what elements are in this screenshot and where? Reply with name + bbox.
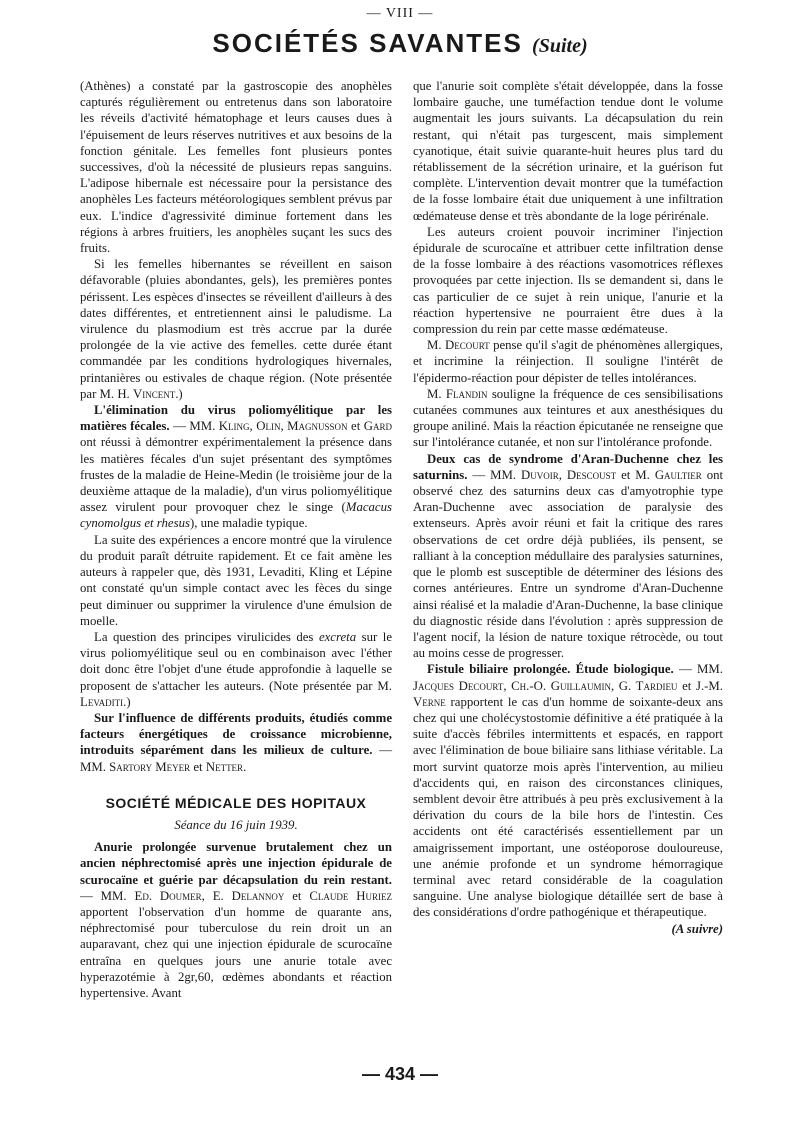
author-name: Decourt [444, 338, 490, 353]
paragraph [80, 256, 392, 402]
author-names: Kling, Olin, Magnusson [218, 419, 348, 434]
article-title: L'élimination du virus poliomyélitique par les matières fécales. [80, 403, 392, 434]
paragraph: que l'anurie soit complète s'était développée, dans la fosse lombaire gauche, une tuméfaction tendue dont le volume augmentait les jours suivants. La décapsulation du rein restant, qui n'était pas turgescent, mais simplement cyanotique, était suivie quarante-huit heures plus tard du rétablissement de la sécrétion urinaire, et la guérison fut complète. L'intervention devait montrer que la tuméfaction de la fosse lombaire était due uniquement à une infiltration œdémateuse dense et très abondante de la loge périrénale. [413, 79, 723, 223]
author-name: Netter. [205, 759, 247, 774]
page-title [0, 28, 800, 59]
author-name: Levaditi.) [80, 694, 131, 709]
conjunction: et [292, 888, 302, 903]
paragraph-text: ), une maladie typique. [189, 516, 308, 531]
author-name: Gaultier [654, 467, 702, 482]
paragraph-text: apportent l'observation d'un homme de quarante ans, néphrectomisé pour tuberculose du rein droit un an auparavant, chez qui une injection épidurale de scurocaïne entraîna en quelques jours une anurie totale avec hyperazotémie à 2gr,60, œdèmes abondants et réaction hypertensive. Avant [80, 904, 392, 1000]
author-name: Flandin [445, 386, 488, 401]
conjunction: et [351, 419, 361, 434]
page-title-suite: (Suite) [532, 35, 588, 57]
paragraph-text: Si les femelles hibernantes se réveillent en saison défavorable (pluies abondantes, gels), les premières pontes périssent. Les espèces d'insectes se réveillent d'ailleurs à des dates différentes, et entretiennent ainsi le paludisme. La virulence du plasmodium est très accrue par la durée prolongée de la vie active des femelles. cette durée étant commandée par les conditions hydrologiques hivernales, printanières ou estivales de chaque région. (Note présentée par M. H. [80, 257, 392, 401]
author-name: Vincent.) [132, 386, 183, 401]
left-column [80, 78, 392, 1001]
paragraph: (Athènes) a constaté par la gastroscopie des anophèles capturés régulièrement ou entretenus dans son laboratoire les réveils d'activité hématophage et leurs causes dues à l'épuisement de leurs réserves nutritives et aux besoins de la fonction génitale. Les femelles font plusieurs pontes successives, d'où la nécessité de plusieurs repas sanguins. L'adipose hibernale est nécessaire pour la persistance des anophèles Les facteurs météorologiques semblent prévus par eux. L'indice d'agressivité diminue fortement dans les régions à arbres fruitiers, les anophèles suçant les sucs des fruits. [80, 79, 392, 256]
paragraph [80, 710, 392, 775]
session-date: Séance du 16 juin 1939. [174, 817, 298, 832]
paragraph-text: rapportent le cas d'un homme de soixante-deux ans chez qui une cholécystostomie définitive a été pratiquée à la suite d'accès fébriles intermittents et espacés, en rapport avec l'élimination de boue biliaire sans lithiase véritable. La mort survint quatorze mois après l'intervention, au milieu d'accidents qui, en raison des circonstances cliniques, semblent devoir être attribués à peu près exclusivement à la dérivation du cours de la bile hors de l'intestin. Ces accidents ont été caractérisés essentiellement par un amaigrissement important, une ostéoporose douloureuse, une anémie profonde et un syndrome hémorragique terminal avec retard considérable de la coagulation sanguine. Une analyse biologique détaillée sert de base à des considérations d'ordre pathogénique et thérapeutique. [413, 694, 723, 920]
article-title: Sur l'influence de différents produits, étudiés comme facteurs énergétiques de croissance microbienne, introduits séparément dans les milieux de culture. [80, 710, 392, 758]
conjunction: et M. [621, 467, 650, 482]
page-title-text: SOCIÉTÉS SAVANTES [212, 28, 523, 58]
paragraph: Les auteurs croient pouvoir incriminer l'injection épidurale de scurocaïne et attribuer cette infiltration dense de la fosse lombaire à des réactions vasomotrices réflexes provoquées par cette injection. Ils se demandent si, dans le cas particulier de ce sujet à rein unique, l'anurie et la réaction hypertensive ne pourraient être dues à la compression du rein par cette masse œdémateuse. [413, 224, 723, 337]
paragraph-text: ont observé chez des saturnins deux cas d'amyotrophie type Aran-Duchenne avec association de paralysie des extenseurs. Après avoir réuni et fait la critique des rares observations de cet ordre déjà publiées, ils pensent, se ralliant à la conception médullaire des paralysies saturnines, que le plomb est susceptible de déterminer des lésions des cornes antérieures. Entre un syndrome d'Aran-Duchenne ainsi réalisé et la maladie d'Aran-Duchenne, la base clinique du diagnostic réside dans l'évolution : après suppression de l'agent nocif, la lésion de nature toxique rétrocède, ou tout au moins cesse de progresser. [413, 467, 724, 661]
dash: — MM. [673, 662, 723, 677]
latin-term: excreta [318, 629, 357, 644]
paragraph-text: La question des principes virulicides des [94, 629, 314, 644]
paragraph [80, 402, 392, 532]
species-name: Macacus cynomolgus et rhesus [80, 500, 392, 531]
section-heading: SOCIÉTÉ MÉDICALE DES HOPITAUX [105, 794, 367, 811]
author-names: Jacques Decourt, Ch.-O. Guillaumin, G. Tardieu [413, 678, 678, 693]
paragraph: La suite des expériences a encore montré que la virulence du produit paraît détruite rapidement. Et ce fait amène les auteurs à rappeler que, dès 1931, Levaditi, Kling et Lépine ont constaté qu'un simple contact avec les fèces du singe peut diminuer ou supprimer la virulence d'une émulsion de moelle. [80, 532, 392, 628]
paragraph [80, 839, 392, 1001]
dash: — MM. [80, 743, 393, 774]
paragraph-text: ont réussi à démontrer expérimentalement la présence dans les matières fécales d'un sujet présentant des symptômes frustes de la maladie de Heine-Medin (le troisième jour de la deuxième attaque de la maladie), d'un virus poliomyélitique assez virulent pour provoquer chez le singe ( [80, 435, 392, 515]
honorific: M. [427, 338, 442, 353]
author-name: Claude Huriez [309, 888, 392, 903]
paragraph-text: souligne la fréquence de ces sensibilisations cutanées communes aux teintures et aux anesthésiques du groupe aniliné. Mais la réaction épicutanée ne renseigne que sur l'intolérance cutanée, et non sur l'intolérance profonde. [413, 386, 723, 450]
paragraph [413, 661, 723, 936]
paragraph-text: sur le virus poliomyélitique seul ou en combinaison avec l'éther doit donc être l'objet d'une étude approfondie à laquelle se proposent de s'attacher les auteurs. (Note présentée par M. [80, 629, 393, 693]
author-name: Gard [363, 419, 392, 434]
honorific: M. [427, 386, 442, 401]
article-title: Fistule biliaire prolongée. Étude biologique. [427, 662, 674, 677]
right-column [413, 78, 723, 937]
paragraph [413, 451, 723, 662]
paragraph [413, 386, 723, 451]
dash: — MM. [169, 419, 216, 434]
paragraph [413, 337, 723, 386]
article-title: Deux cas de syndrome d'Aran-Duchenne chez les saturnins. [413, 451, 723, 482]
author-name: J.-M. Verne [413, 678, 723, 709]
article-title: Anurie prolongée survenue brutalement chez un ancien néphrectomisé après une injection épidurale de scurocaïne et guérie par décapsulation du rein restant. [80, 840, 392, 887]
page-number: — 434 — [361, 1064, 439, 1084]
conjunction: et [193, 759, 203, 774]
to-be-continued: (A suivre) [671, 921, 723, 936]
author-names: Sartory Meyer [109, 759, 191, 774]
conjunction: et [682, 678, 692, 693]
roman-page-number: — VIII — [366, 6, 434, 21]
author-names: Ed. Doumer, E. Delannoy [134, 888, 285, 903]
paragraph-text: pense qu'il s'agit de phénomènes allergiques, et incrimine la réinjection. Il souligne l'intérêt de l'épidermo-réaction pour dépister de telles intolérances. [413, 338, 723, 385]
paragraph [80, 629, 392, 710]
dash: — MM. [467, 467, 517, 482]
author-names: Duvoir, Descoust [521, 467, 617, 482]
dash: — MM. [80, 888, 127, 903]
